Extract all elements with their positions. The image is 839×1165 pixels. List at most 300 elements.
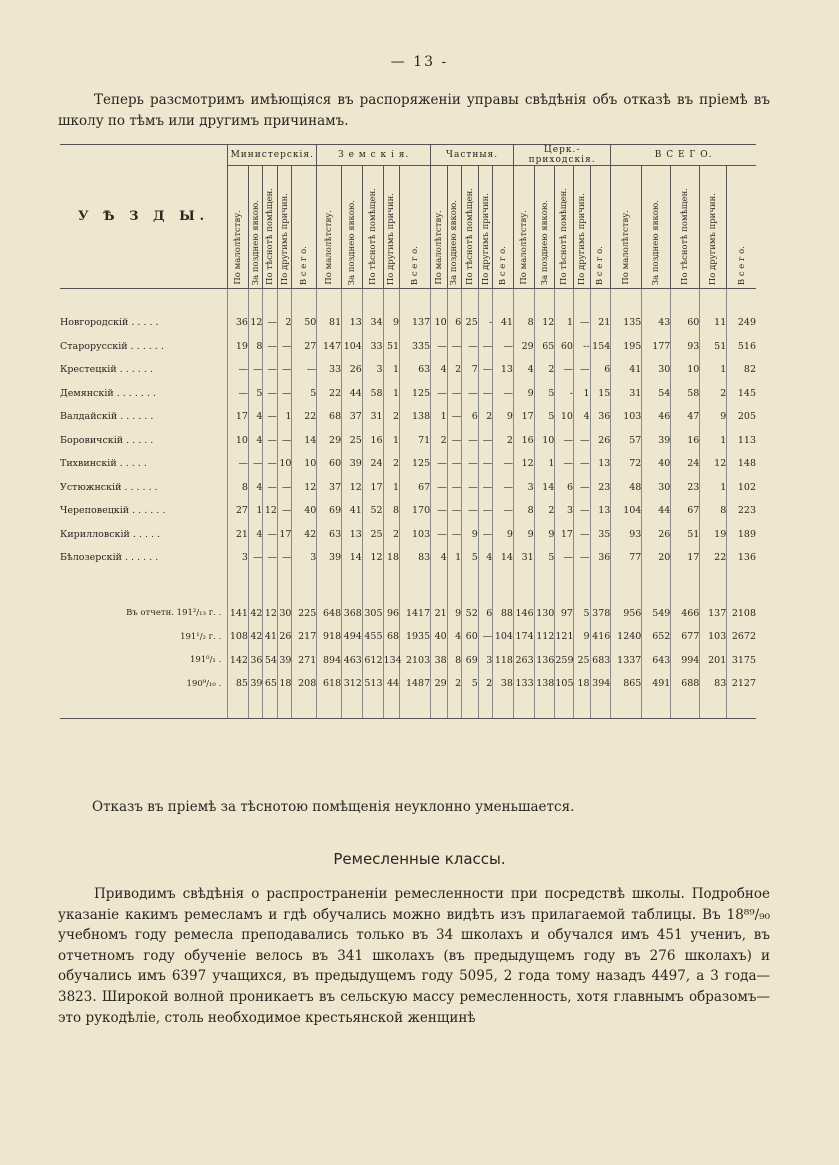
table-cell: 1 <box>383 429 400 453</box>
table-cell: 14 <box>534 476 555 500</box>
table-cell: 416 <box>590 625 611 649</box>
table-cell: 60 <box>671 311 700 335</box>
table-cell: 368 <box>342 602 363 626</box>
page-number: — 13 - <box>390 54 449 70</box>
table-cell: — <box>263 358 277 382</box>
table-cell: — <box>573 523 590 547</box>
table-cell: 1487 <box>400 672 431 696</box>
table-cell: 40 <box>431 625 448 649</box>
table-cell: 1 <box>700 358 727 382</box>
table-cell: 21 <box>431 602 448 626</box>
table-cell: — <box>263 311 277 335</box>
table-cell: 112 <box>534 625 555 649</box>
table-cell: — <box>292 358 317 382</box>
table-cell: 7 <box>462 358 479 382</box>
table-cell: 618 <box>317 672 342 696</box>
table-cell: 25 <box>573 649 590 673</box>
row-label: Крестецкій . . . . . . <box>60 364 153 376</box>
table-cell: 1 <box>383 382 400 406</box>
table-cell: 648 <box>317 602 342 626</box>
table-cell: 14 <box>292 429 317 453</box>
table-cell: 19 <box>700 523 727 547</box>
table-cell: 9 <box>383 311 400 335</box>
table-cell: 9 <box>493 405 514 429</box>
table-cell: 1 <box>447 546 461 570</box>
table-cell: 41 <box>611 358 642 382</box>
table-cell: 1 <box>383 476 400 500</box>
table-cell: 26 <box>342 358 363 382</box>
table-cell: 17 <box>228 405 249 429</box>
table-cell: 36 <box>228 311 249 335</box>
table-cell: 40 <box>292 499 317 523</box>
table-cell: 10 <box>555 405 574 429</box>
table-cell: 865 <box>611 672 642 696</box>
column-header-label: По другимъ причин. <box>279 192 290 285</box>
table-cell: 65 <box>263 672 277 696</box>
table-cell: 16 <box>362 429 383 453</box>
group-header: З е м с к і я. <box>317 145 431 166</box>
table-cell: — <box>555 429 574 453</box>
table-row <box>60 382 756 406</box>
column-header-label: В с е г о. <box>736 245 747 285</box>
table-cell: 2 <box>700 382 727 406</box>
table-cell: 134 <box>383 649 400 673</box>
column-header <box>400 166 431 289</box>
table-cell: 67 <box>671 499 700 523</box>
column-header <box>534 166 555 289</box>
table-row <box>60 499 756 523</box>
table-cell: 93 <box>611 523 642 547</box>
table-cell: — <box>263 476 277 500</box>
table-cell: 5 <box>534 405 555 429</box>
table-cell: — <box>462 382 479 406</box>
table-cell: - <box>478 311 492 335</box>
table-cell: 9 <box>513 382 534 406</box>
table-cell: 135 <box>611 311 642 335</box>
table-cell: 5 <box>292 382 317 406</box>
column-header <box>555 166 574 289</box>
table-cell: 39 <box>342 452 363 476</box>
table-cell: 113 <box>727 429 756 453</box>
table-cell: 57 <box>611 429 642 453</box>
table-cell: 205 <box>727 405 756 429</box>
table-cell: 141 <box>228 602 249 626</box>
table-cell: 491 <box>642 672 671 696</box>
table-cell: — <box>431 523 448 547</box>
table-row <box>60 476 756 500</box>
column-header-label: За позднею явкою. <box>651 199 662 285</box>
table-cell: 125 <box>400 382 431 406</box>
table-cell: — <box>478 625 492 649</box>
table-cell: 2 <box>431 429 448 453</box>
totals-row <box>60 672 756 696</box>
table-cell: 146 <box>513 602 534 626</box>
table-cell: 51 <box>671 523 700 547</box>
table-cell: 67 <box>400 476 431 500</box>
table-cell: 643 <box>642 649 671 673</box>
column-header-label: По малолѣтству. <box>324 210 335 285</box>
table-cell: 5 <box>462 546 479 570</box>
column-header <box>228 166 249 289</box>
table-cell: 516 <box>727 335 756 359</box>
table-cell: 2127 <box>727 672 756 696</box>
table-cell: 2 <box>493 429 514 453</box>
table-cell: 8 <box>700 499 727 523</box>
table-cell: 4 <box>248 429 262 453</box>
table-cell: 2103 <box>400 649 431 673</box>
table-cell: 994 <box>671 649 700 673</box>
table-cell: 223 <box>727 499 756 523</box>
table-cell: 8 <box>513 499 534 523</box>
table-cell: — <box>263 546 277 570</box>
table-cell: — <box>447 429 461 453</box>
table-row <box>60 335 756 359</box>
column-header-label: За позднею явкою. <box>250 199 261 285</box>
table-cell: 10 <box>228 429 249 453</box>
table-cell: 83 <box>700 672 727 696</box>
table-cell: 27 <box>292 335 317 359</box>
table-cell: — <box>447 452 461 476</box>
table-cell: 225 <box>292 602 317 626</box>
table-cell: 4 <box>431 358 448 382</box>
table-cell: 1 <box>277 405 291 429</box>
column-header-label: По тѣснотѣ помѣщен. <box>367 188 378 285</box>
table-cell: 13 <box>342 523 363 547</box>
row-label: Новгородскій . . . . . <box>60 317 159 329</box>
column-header <box>447 166 461 289</box>
table-cell: 71 <box>400 429 431 453</box>
table-cell: 312 <box>342 672 363 696</box>
table-cell: 3 <box>228 546 249 570</box>
table-cell: 26 <box>642 523 671 547</box>
table-cell: 102 <box>727 476 756 500</box>
row-label: Валдайскій . . . . . . <box>60 411 154 423</box>
table-cell: 652 <box>642 625 671 649</box>
table-cell: — <box>478 499 492 523</box>
conclusion-paragraph: Отказъ въ пріемѣ за тѣснотою помѣщенія неуклонно уменьшается. <box>92 799 575 815</box>
totals-row <box>60 602 756 626</box>
table-cell: 103 <box>611 405 642 429</box>
table-cell: — <box>555 358 574 382</box>
table-cell: 2672 <box>727 625 756 649</box>
table-cell: 38 <box>431 649 448 673</box>
table-cell: 9 <box>534 523 555 547</box>
column-header-label: По тѣснотѣ помѣщен. <box>464 188 475 285</box>
table-cell: — <box>277 382 291 406</box>
table-cell: 13 <box>342 311 363 335</box>
table-cell: — <box>277 358 291 382</box>
table-cell: — <box>478 382 492 406</box>
table-cell: — <box>431 335 448 359</box>
table-cell: 154 <box>590 335 611 359</box>
table-cell: — <box>478 523 492 547</box>
table-cell: 463 <box>342 649 363 673</box>
table-cell: 4 <box>513 358 534 382</box>
column-header <box>263 166 277 289</box>
table-cell: 85 <box>228 672 249 696</box>
table-cell: 335 <box>400 335 431 359</box>
table-cell: — <box>478 429 492 453</box>
table-cell: 52 <box>362 499 383 523</box>
table-cell: — <box>478 452 492 476</box>
table-cell: 34 <box>362 311 383 335</box>
row-label: 190⁹/₁₀ . <box>186 678 222 689</box>
table-cell: 21 <box>590 311 611 335</box>
row-label: 191¹/₂ г. . <box>180 631 222 642</box>
table-cell: 121 <box>555 625 574 649</box>
column-header-label: За позднею явкою. <box>449 199 460 285</box>
table-cell: 22 <box>700 546 727 570</box>
table-cell: — <box>478 358 492 382</box>
row-label: Кирилловскій . . . . . <box>60 528 161 540</box>
column-header <box>513 166 534 289</box>
table-cell: 138 <box>400 405 431 429</box>
table-cell: 3 <box>362 358 383 382</box>
table-cell: 1 <box>573 382 590 406</box>
table-cell: 1 <box>534 452 555 476</box>
table-cell: 37 <box>317 476 342 500</box>
table-cell: — <box>493 499 514 523</box>
table-cell: 8 <box>228 476 249 500</box>
group-header: Частныя. <box>431 145 514 166</box>
table-cell: 1 <box>555 311 574 335</box>
table-cell: 39 <box>642 429 671 453</box>
table-cell: 19 <box>228 335 249 359</box>
table-cell: 4 <box>431 546 448 570</box>
table-cell: 15 <box>590 382 611 406</box>
table-cell: 25 <box>462 311 479 335</box>
table-cell: 189 <box>727 523 756 547</box>
column-header <box>700 166 727 289</box>
column-header <box>248 166 262 289</box>
table-row <box>60 452 756 476</box>
table-cell: 39 <box>248 672 262 696</box>
totals-row <box>60 649 756 673</box>
column-header <box>611 166 642 289</box>
column-header <box>317 166 342 289</box>
table-cell: 24 <box>362 452 383 476</box>
table-cell: 10 <box>292 452 317 476</box>
table-cell: 103 <box>400 523 431 547</box>
table-cell: 37 <box>342 405 363 429</box>
table-cell: — <box>573 499 590 523</box>
table-cell: 142 <box>228 649 249 673</box>
table-cell: 58 <box>362 382 383 406</box>
table-cell: 148 <box>727 452 756 476</box>
table-cell: 4 <box>248 523 262 547</box>
table-cell: 10 <box>534 429 555 453</box>
table-cell: — <box>493 452 514 476</box>
table-cell: — <box>263 429 277 453</box>
column-header-label: По тѣснотѣ помѣщен. <box>559 188 570 285</box>
table-cell: — <box>573 546 590 570</box>
table-cell: 30 <box>277 602 291 626</box>
table-cell: 54 <box>642 382 671 406</box>
table-row <box>60 405 756 429</box>
table-cell: 96 <box>383 602 400 626</box>
table-cell: 378 <box>590 602 611 626</box>
intro-paragraph: Теперь разсмотримъ имѣющіяся въ распоряженіи управы свѣдѣнія объ отказѣ въ пріемѣ въ школу по тѣмъ или другимъ причинамъ. <box>58 92 770 129</box>
table-cell: 29 <box>513 335 534 359</box>
row-label: Бѣлозерскій . . . . . . <box>60 552 159 564</box>
table-cell: 63 <box>317 523 342 547</box>
table-cell: 26 <box>590 429 611 453</box>
table-cell: 5 <box>573 602 590 626</box>
refusal-table-container <box>60 144 756 719</box>
table-cell: 77 <box>611 546 642 570</box>
table-cell: 35 <box>590 523 611 547</box>
table-cell: 683 <box>590 649 611 673</box>
column-header <box>642 166 671 289</box>
table-cell: 177 <box>642 335 671 359</box>
table-cell: 33 <box>317 358 342 382</box>
table-cell: — <box>447 476 461 500</box>
table-cell: 195 <box>611 335 642 359</box>
table-cell: — <box>431 476 448 500</box>
table-cell: — <box>478 476 492 500</box>
table-cell: 10 <box>277 452 291 476</box>
table-cell: -- <box>573 335 590 359</box>
column-header-label: По малолѣтству. <box>518 210 529 285</box>
table-cell: 217 <box>292 625 317 649</box>
table-cell: 2 <box>478 672 492 696</box>
table-cell: 42 <box>292 523 317 547</box>
table-cell: 1417 <box>400 602 431 626</box>
table-cell: 93 <box>671 335 700 359</box>
table-cell: 69 <box>317 499 342 523</box>
table-cell: 31 <box>513 546 534 570</box>
table-cell: 54 <box>263 649 277 673</box>
table-cell: — <box>493 335 514 359</box>
column-header-label: По малолѣтству. <box>233 210 244 285</box>
table-cell: 18 <box>573 672 590 696</box>
table-cell: 18 <box>383 546 400 570</box>
table-cell: 12 <box>263 602 277 626</box>
table-cell: 9 <box>462 523 479 547</box>
row-label: Тихвинскій . . . . . <box>60 458 147 470</box>
table-row <box>60 311 756 335</box>
table-cell: 88 <box>493 602 514 626</box>
table-cell: 3175 <box>727 649 756 673</box>
table-cell: 1 <box>248 499 262 523</box>
row-label: Боровичскій . . . . . <box>60 434 154 446</box>
table-cell: 60 <box>462 625 479 649</box>
table-cell: — <box>228 452 249 476</box>
table-cell: 31 <box>362 405 383 429</box>
table-cell: 40 <box>642 452 671 476</box>
table-cell: — <box>431 382 448 406</box>
table-cell: 104 <box>611 499 642 523</box>
table-cell: 30 <box>642 358 671 382</box>
table-cell: 2 <box>534 358 555 382</box>
table-cell: 39 <box>277 649 291 673</box>
table-cell: — <box>493 382 514 406</box>
table-cell: - <box>555 382 574 406</box>
crafts-paragraph: Приводимъ свѣдѣнія о распространеніи ремесленности при посредствѣ школы. Подробное указаніе какимъ ремесламъ и гдѣ обучались можно видѣть изъ прилагаемой таблицы. Въ 18⁸⁹/₉₀ учебномъ году ремесла преподавались только въ 34 школахъ и обучался имъ 451 учениъ, въ отчетномъ году обученіе велось въ 341 школахъ (въ предыдущемъ году въ 276 школахъ) и обучались имъ 6397 учащихся, въ предыдущемъ году 5095, 2 года тому назадъ 4497, а 3 года—3823. Широкой волной проникаетъ въ сельскую массу ремесленность, хотя главнымъ образомъ—это рукодѣліе, столь необходимое крестьянской женщинѣ <box>58 886 770 1026</box>
table-cell: 2 <box>447 672 461 696</box>
table-cell: 3 <box>513 476 534 500</box>
table-cell: 17 <box>362 476 383 500</box>
row-label: Демянскій . . . . . . . <box>60 387 156 399</box>
table-cell: 6 <box>447 311 461 335</box>
column-header-label: По другимъ причин. <box>480 192 491 285</box>
table-cell: 29 <box>431 672 448 696</box>
table-cell: 6 <box>555 476 574 500</box>
table-cell: 136 <box>534 649 555 673</box>
table-cell: 612 <box>362 649 383 673</box>
table-cell: 2 <box>383 405 400 429</box>
table-cell: — <box>263 382 277 406</box>
table-cell: 5 <box>534 382 555 406</box>
table-cell: 118 <box>493 649 514 673</box>
table-cell: 42 <box>248 602 262 626</box>
column-header-label: По другимъ причин. <box>708 192 719 285</box>
table-cell: 36 <box>590 546 611 570</box>
table-cell: 12 <box>292 476 317 500</box>
table-cell: 2 <box>383 523 400 547</box>
table-cell: 18 <box>277 672 291 696</box>
table-cell: 894 <box>317 649 342 673</box>
table-cell: 12 <box>263 499 277 523</box>
table-cell: 13 <box>590 499 611 523</box>
table-cell: 1 <box>383 358 400 382</box>
column-header <box>590 166 611 289</box>
column-header-label: В с е г о. <box>299 245 310 285</box>
table-cell: 105 <box>555 672 574 696</box>
table-cell: — <box>248 546 262 570</box>
table-cell: 12 <box>534 311 555 335</box>
table-cell: 12 <box>342 476 363 500</box>
table-cell: 10 <box>671 358 700 382</box>
column-header-label: В с е г о. <box>498 245 509 285</box>
table-cell: 137 <box>400 311 431 335</box>
row-label: Устюжнскій . . . . . . <box>60 481 158 493</box>
table-cell: 72 <box>611 452 642 476</box>
table-cell: 26 <box>277 625 291 649</box>
table-cell: 13 <box>590 452 611 476</box>
table-cell: 65 <box>534 335 555 359</box>
table-cell: 9 <box>447 602 461 626</box>
table-cell: 17 <box>555 523 574 547</box>
column-header-label: По другимъ причин. <box>576 192 587 285</box>
table-cell: 23 <box>590 476 611 500</box>
table-cell: — <box>573 311 590 335</box>
table-cell: 549 <box>642 602 671 626</box>
table-cell: 466 <box>671 602 700 626</box>
column-header <box>493 166 514 289</box>
table-cell: 22 <box>317 382 342 406</box>
column-header-label: По тѣснотѣ помѣщен. <box>265 188 276 285</box>
table-cell: 36 <box>248 649 262 673</box>
refusal-table <box>60 144 756 719</box>
table-cell: — <box>263 452 277 476</box>
table-cell: — <box>263 405 277 429</box>
table-cell: — <box>431 499 448 523</box>
table-cell: 14 <box>342 546 363 570</box>
table-cell: 2 <box>383 452 400 476</box>
table-cell: 48 <box>611 476 642 500</box>
table-cell: 5 <box>248 382 262 406</box>
table-cell: 52 <box>462 602 479 626</box>
table-cell: 6 <box>462 405 479 429</box>
table-cell: 60 <box>317 452 342 476</box>
table-cell: 104 <box>493 625 514 649</box>
table-cell: 68 <box>383 625 400 649</box>
table-cell: 33 <box>362 335 383 359</box>
table-cell: 63 <box>400 358 431 382</box>
row-label: Череповецкій . . . . . . <box>60 505 166 517</box>
table-cell: 41 <box>263 625 277 649</box>
